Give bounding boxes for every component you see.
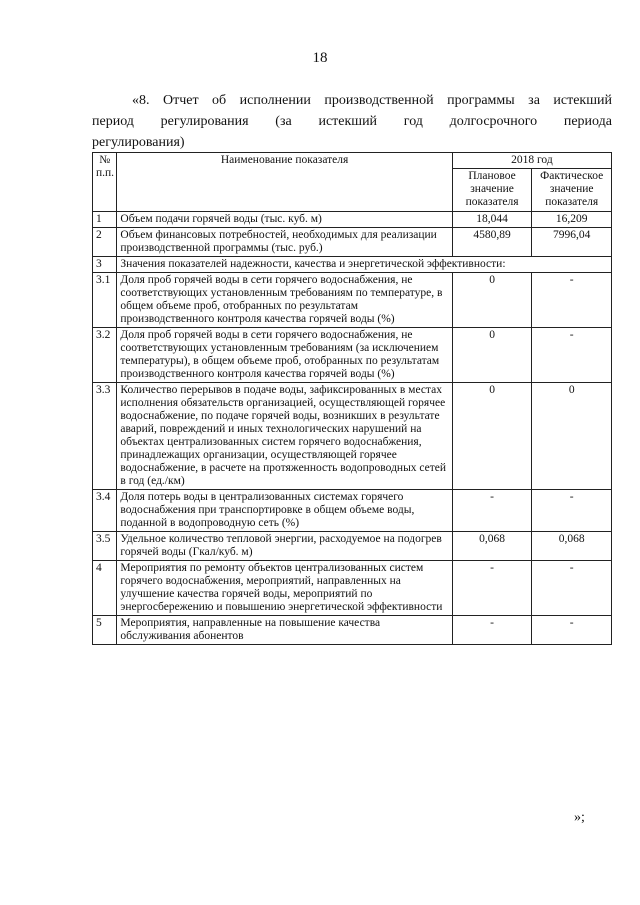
table-row: [93, 490, 612, 532]
row-number: 5: [93, 616, 117, 645]
row-name: Доля потерь воды в централизованных системах горячего водоснабжения при транспортировке в общем объеме воды, поданной в водопроводную сеть (%): [117, 490, 452, 532]
row-actual: -: [532, 490, 612, 532]
row-planned: -: [452, 490, 532, 532]
header-year: 2018 год: [452, 153, 611, 169]
heading-line-1: «8. Отчет об исполнении производственной программы за истекший: [132, 93, 612, 108]
row-name: Доля проб горячей воды в сети горячего водоснабжения, не соответствующих установленным требованиям (за исключением температуры), в общем объеме проб, отобранных по результатам производственного контроля качества горячей воды (%): [117, 328, 452, 383]
header-row: [93, 153, 612, 169]
row-number: 3.1: [93, 273, 117, 328]
row-planned: 0,068: [452, 532, 532, 561]
header-actual: Фактическое значение показателя: [532, 169, 612, 212]
table-row-section: [93, 257, 612, 273]
row-planned: -: [452, 561, 532, 616]
heading-line-2: период регулирования (за истекший год долгосрочного периода: [92, 114, 612, 129]
row-planned: 18,044: [452, 212, 532, 228]
row-number: 3: [93, 257, 117, 273]
table-row: [93, 212, 612, 228]
header-num: № п.п.: [93, 153, 117, 212]
row-actual: 16,209: [532, 212, 612, 228]
row-number: 3.2: [93, 328, 117, 383]
row-planned: 0: [452, 383, 532, 490]
row-name: Удельное количество тепловой энергии, расходуемое на подогрев горячей воды (Гкал/куб. м): [117, 532, 452, 561]
row-actual: 0: [532, 383, 612, 490]
table-row: [93, 616, 612, 645]
row-name: Мероприятия по ремонту объектов централизованных систем горячего водоснабжения, мероприятий, направленных на улучшение качества горячей воды, мероприятий по энергосбережению и повышению энергетической эффективности: [117, 561, 452, 616]
table-row: [93, 273, 612, 328]
table-row: [93, 383, 612, 490]
row-number: 4: [93, 561, 117, 616]
page-number: 18: [312, 50, 328, 66]
row-actual: 0,068: [532, 532, 612, 561]
header-planned: Плановое значение показателя: [452, 169, 532, 212]
row-planned: 4580,89: [452, 228, 532, 257]
heading-line-3: регулирования): [92, 135, 185, 150]
row-name: Объем финансовых потребностей, необходимых для реализации производственной программы (тыс. руб.): [117, 228, 452, 257]
row-number: 3.4: [93, 490, 117, 532]
row-number: 3.5: [93, 532, 117, 561]
row-number: 2: [93, 228, 117, 257]
row-actual: -: [532, 328, 612, 383]
table-row: [93, 228, 612, 257]
row-name: Объем подачи горячей воды (тыс. куб. м): [117, 212, 452, 228]
report-table: [92, 152, 612, 645]
table-row: [93, 561, 612, 616]
table-row: [93, 328, 612, 383]
closing-quote: »;: [574, 810, 585, 825]
row-name: Доля проб горячей воды в сети горячего водоснабжения, не соответствующих установленным требованиям по температуре, в общем объеме проб, отобранных по результатам производственного контроля качества горячей воды (%): [117, 273, 452, 328]
row-planned: 0: [452, 328, 532, 383]
table-row: [93, 532, 612, 561]
row-number: 3.3: [93, 383, 117, 490]
row-planned: 0: [452, 273, 532, 328]
section-title: Значения показателей надежности, качества и энергетической эффективности:: [117, 257, 612, 273]
row-number: 1: [93, 212, 117, 228]
row-planned: -: [452, 616, 532, 645]
header-name: Наименование показателя: [117, 153, 452, 212]
section-heading: [92, 90, 612, 153]
row-name: Количество перерывов в подаче воды, зафиксированных в местах исполнения обязательств организацией, осуществляющей горячее водоснабжение, по подаче горячей воды, возникших в результате аварий, повреждений и иных технологических нарушений на объектах централизованных систем горячего водоснабжения, принадлежащих организации, осуществляющей горячее водоснабжение, в расчете на протяженность водопроводных сетей в год (ед./км): [117, 383, 452, 490]
row-actual: -: [532, 273, 612, 328]
row-name: Мероприятия, направленные на повышение качества обслуживания абонентов: [117, 616, 452, 645]
row-actual: -: [532, 616, 612, 645]
row-actual: -: [532, 561, 612, 616]
row-actual: 7996,04: [532, 228, 612, 257]
